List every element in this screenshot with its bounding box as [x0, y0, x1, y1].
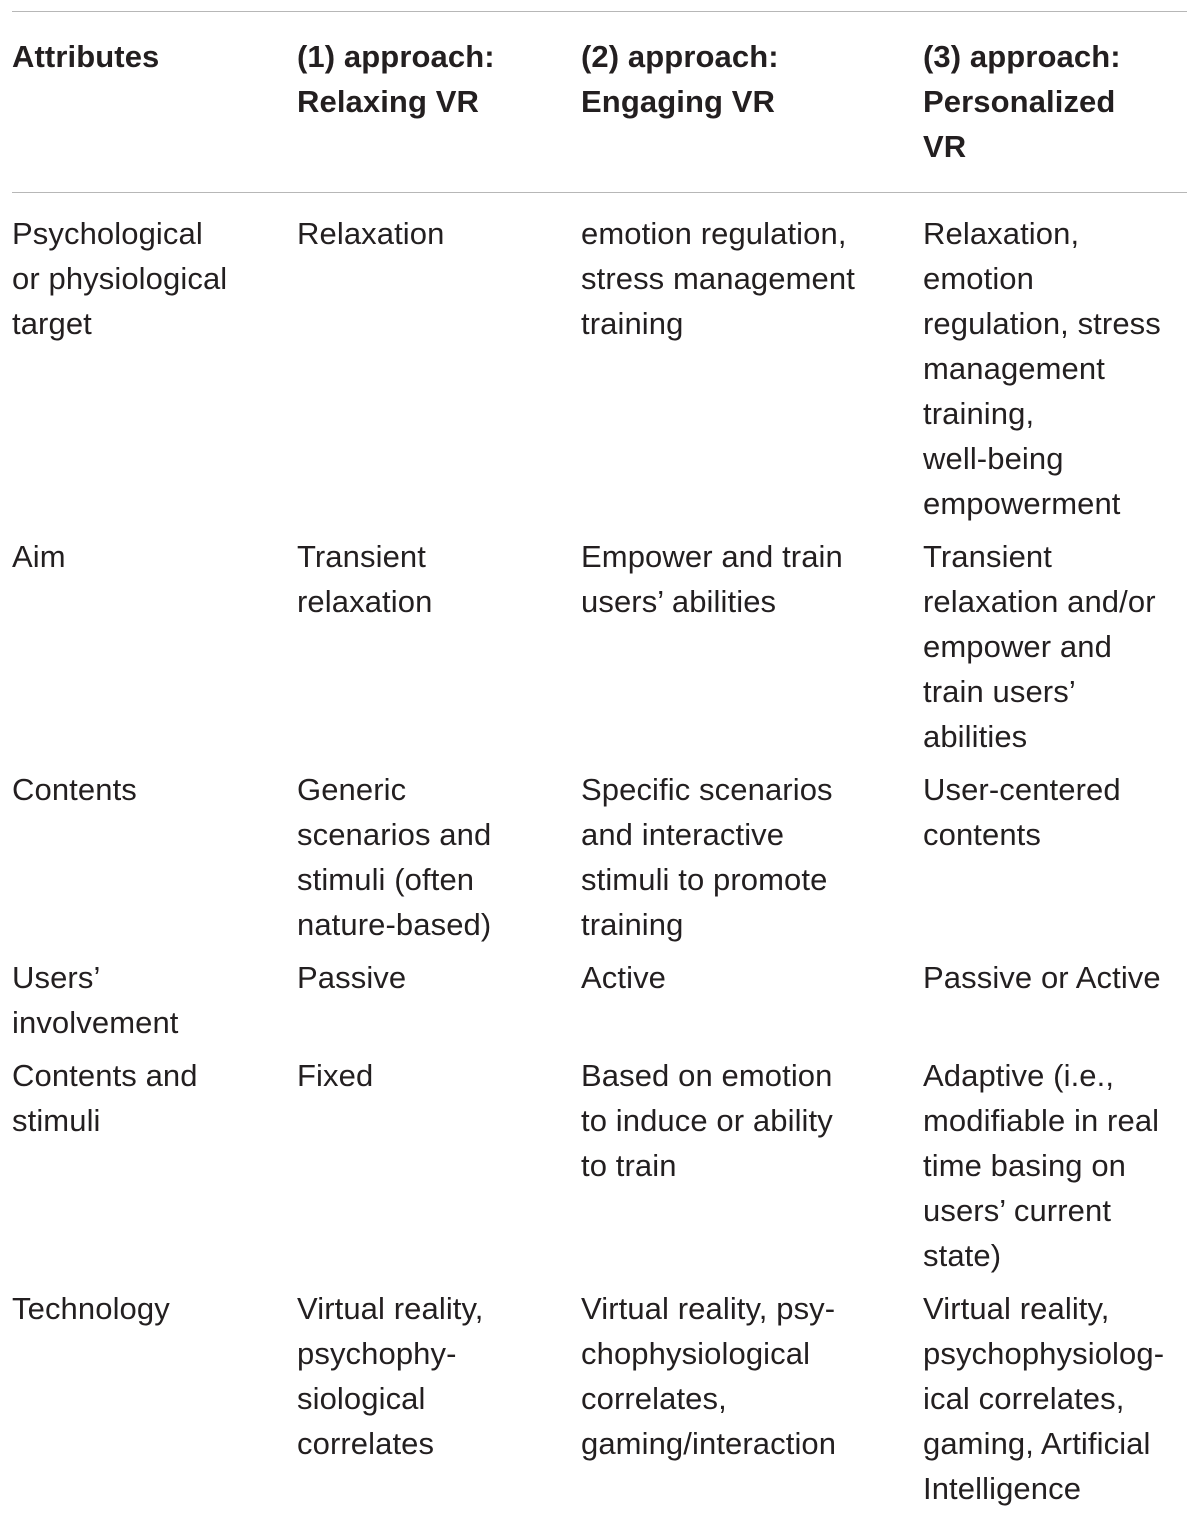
row-label: Aim [12, 539, 66, 574]
table-cell: Generic scenarios and stimuli (often nature-based) [297, 772, 492, 942]
table-row [12, 767, 1187, 955]
table-cell: Relaxation [297, 216, 445, 251]
table-cell: Virtual reality, psy- chophysiological correlates, gaming/interaction [581, 1291, 837, 1461]
table-row [12, 955, 1187, 1053]
row-label: Psychological or physiological target [12, 216, 228, 341]
table-cell: Relaxation, emotion regulation, stress management training, well-being empowerment [923, 216, 1161, 521]
table-row [12, 534, 1187, 767]
table-cell: Specific scenarios and interactive stimuli to promote training [581, 772, 833, 942]
table-cell: emotion regulation, stress management training [581, 216, 855, 341]
table-cell: Virtual reality, psychophy- siological correlates [297, 1291, 484, 1461]
row-label: Users’ involvement [12, 960, 179, 1040]
table-row [12, 1053, 1187, 1286]
table-cell: Based on emotion to induce or ability to train [581, 1058, 833, 1183]
header-relaxing-vr: (1) approach: Relaxing VR [297, 39, 495, 119]
table-cell: Adaptive (i.e., modifiable in real time basing on users’ current state) [923, 1058, 1160, 1273]
table-row [12, 1286, 1187, 1519]
table-cell: Transient relaxation [297, 539, 433, 619]
table-cell: User-centered contents [923, 772, 1121, 852]
header-attributes: Attributes [12, 39, 160, 74]
table-row [12, 211, 1187, 534]
row-label: Contents and stimuli [12, 1058, 198, 1138]
table-cell: Fixed [297, 1058, 374, 1093]
table-cell: Empower and train users’ abilities [581, 539, 843, 619]
row-label: Technology [12, 1291, 170, 1326]
comparison-table [12, 11, 1187, 1519]
table-cell: Virtual reality, psychophysiolog- ical correlates, gaming, Artificial Intelligence [923, 1291, 1165, 1506]
table-cell: Passive [297, 960, 407, 995]
header-personalized-vr: (3) approach: Personalized VR [923, 39, 1121, 164]
table-cell: Transient relaxation and/or empower and train users’ abilities [923, 539, 1156, 754]
header-engaging-vr: (2) approach: Engaging VR [581, 39, 779, 119]
table-cell: Passive or Active [923, 960, 1161, 995]
table-body [12, 193, 1187, 1519]
table-cell: Active [581, 960, 667, 995]
row-label: Contents [12, 772, 137, 807]
table-header-row [12, 12, 1187, 192]
